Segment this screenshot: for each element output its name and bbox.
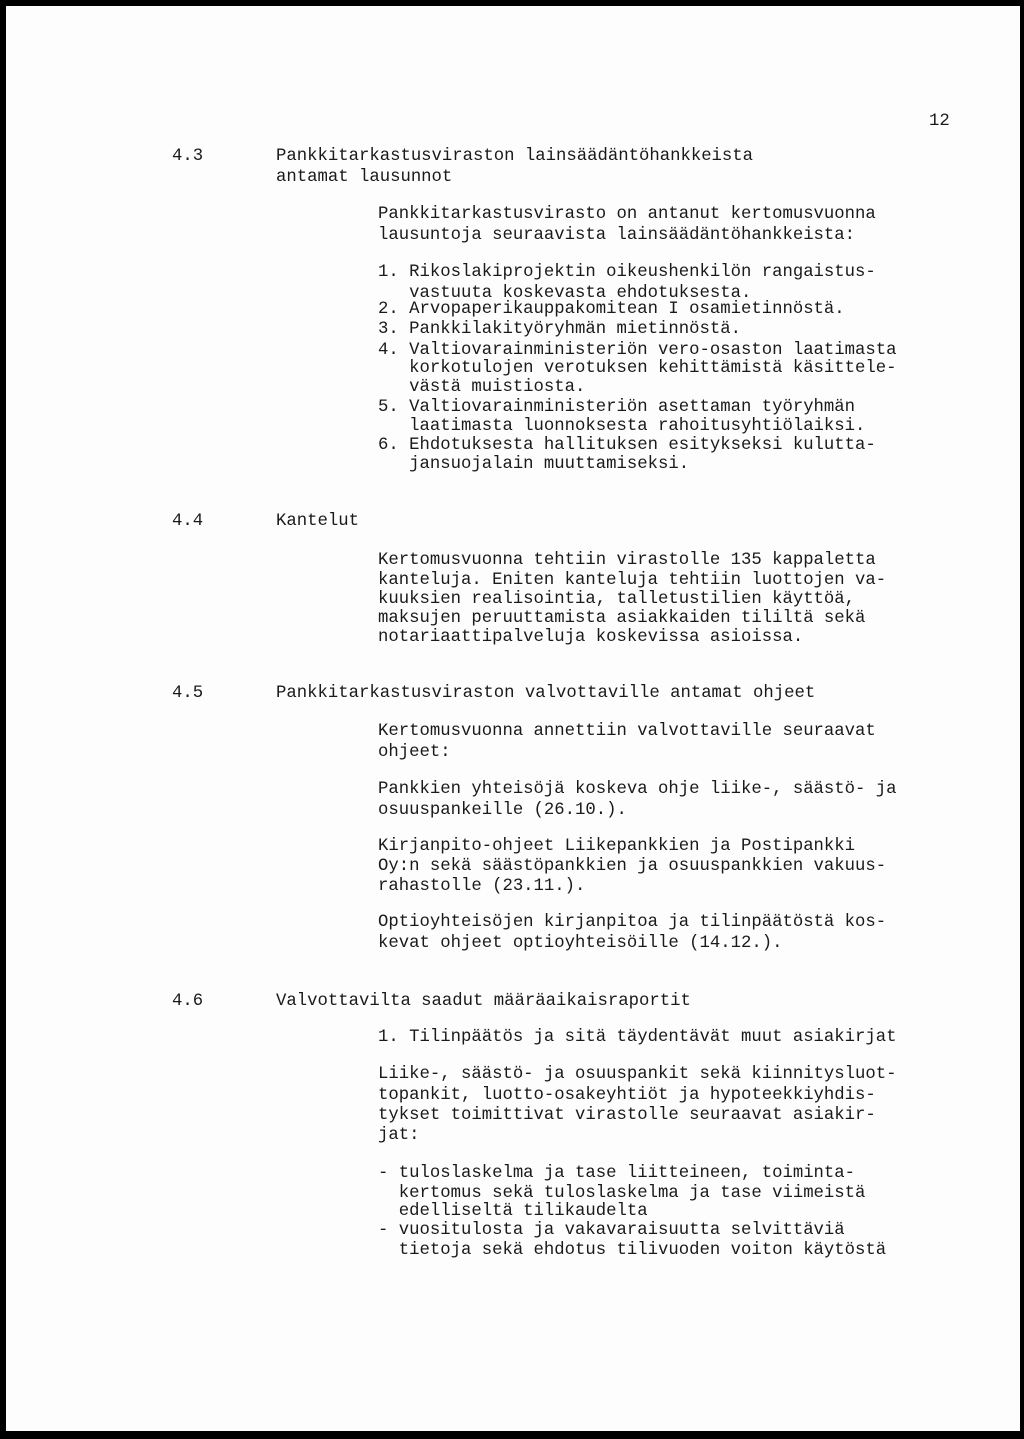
bullet-line: - tuloslaskelma ja tase liitteineen, toiminta- xyxy=(378,1164,856,1183)
paragraph-line: Kirjanpito-ohjeet Liikepankkien ja Postipankki xyxy=(378,837,856,856)
list-item-line: korkotulojen verotuksen kehittämistä käsittele- xyxy=(378,359,897,378)
paragraph-line: Pankkien yhteisöjä koskeva ohje liike-, säästö- ja xyxy=(378,780,897,799)
list-item-line: laatimasta luonnoksesta rahoitusyhtiölaiksi. xyxy=(378,417,866,436)
paragraph-line: jat: xyxy=(378,1126,420,1145)
list-item-line: västä muistiosta. xyxy=(378,378,586,397)
bullet-line: tietoja sekä ehdotus tilivuoden voiton käytöstä xyxy=(378,1241,887,1260)
list-item-line: 6. Ehdotuksesta hallituksen esitykseksi kulutta- xyxy=(378,436,876,455)
intro-line: Pankkitarkastusvirasto on antanut kertomusvuonna xyxy=(378,205,876,224)
section-heading-4-5: Pankkitarkastusviraston valvottaville antamat ohjeet xyxy=(276,684,816,703)
subheading: 1. Tilinpäätös ja sitä täydentävät muut asiakirjat xyxy=(378,1028,897,1047)
paragraph-line: kuuksien realisointia, talletustilien käyttöä, xyxy=(378,590,856,609)
paragraph-line: kevat ohjeet optioyhteisöille (14.12.). xyxy=(378,934,783,953)
section-heading-4-6: Valvottavilta saadut määräaikaisraportit xyxy=(276,992,691,1011)
paragraph-line: tykset toimittivat virastolle seuraavat asiakir- xyxy=(378,1106,876,1125)
list-item-line: 5. Valtiovarainministeriön asettaman työryhmän xyxy=(378,398,856,417)
paragraph-line: kanteluja. Eniten kanteluja tehtiin luottojen va- xyxy=(378,571,887,590)
section-heading-4-3-line1: Pankkitarkastusviraston lainsäädäntöhankkeista xyxy=(276,147,754,166)
paragraph-line: ohjeet: xyxy=(378,743,451,762)
list-item-line: vastuuta koskevasta ehdotuksesta. xyxy=(378,284,752,303)
paragraph-line: Liike-, säästö- ja osuuspankit sekä kiinnitysluot- xyxy=(378,1065,897,1084)
section-heading-4-3-line2: antamat lausunnot xyxy=(276,168,453,187)
section-number-4-6: 4.6 xyxy=(172,992,204,1011)
bullet-line: edelliseltä tilikaudelta xyxy=(378,1202,648,1221)
section-number-4-4: 4.4 xyxy=(172,512,204,531)
list-item-line: 3. Pankkilakityöryhmän mietinnöstä. xyxy=(378,320,741,339)
list-item-line: 2. Arvopaperikauppakomitean I osamietinnöstä. xyxy=(378,300,845,319)
paragraph-line: Optioyhteisöjen kirjanpitoa ja tilinpäätöstä kos- xyxy=(378,913,887,932)
paragraph-line: osuuspankeille (26.10.). xyxy=(378,801,627,820)
list-item-line: jansuojalain muuttamiseksi. xyxy=(378,455,690,474)
list-item-line: 1. Rikoslakiprojektin oikeushenkilön rangaistus- xyxy=(378,263,876,282)
paragraph-line: Kertomusvuonna tehtiin virastolle 135 kappaletta xyxy=(378,551,876,570)
paragraph-line: notariaattipalveluja koskevissa asioissa. xyxy=(378,628,804,647)
paragraph-line: rahastolle (23.11.). xyxy=(378,877,586,896)
section-heading-4-4: Kantelut xyxy=(276,512,359,531)
intro-line: lausuntoja seuraavista lainsäädäntöhankkeista: xyxy=(378,226,856,245)
bullet-line: kertomus sekä tuloslaskelma ja tase viimeistä xyxy=(378,1184,866,1203)
list-item-line: 4. Valtiovarainministeriön vero-osaston laatimasta xyxy=(378,341,897,360)
paragraph-line: maksujen peruuttamista asiakkaiden tililtä sekä xyxy=(378,609,866,628)
section-number-4-5: 4.5 xyxy=(172,684,204,703)
paragraph-line: Oy:n sekä säästöpankkien ja osuuspankkien vakuus- xyxy=(378,857,887,876)
paragraph-line: topankit, luotto-osakeyhtiöt ja hypoteekkiyhdis- xyxy=(378,1086,876,1105)
section-number-4-3: 4.3 xyxy=(172,147,204,166)
page-number: 12 xyxy=(929,112,950,131)
paragraph-line: Kertomusvuonna annettiin valvottaville seuraavat xyxy=(378,722,876,741)
bullet-line: - vuositulosta ja vakavaraisuutta selvittäviä xyxy=(378,1221,845,1240)
